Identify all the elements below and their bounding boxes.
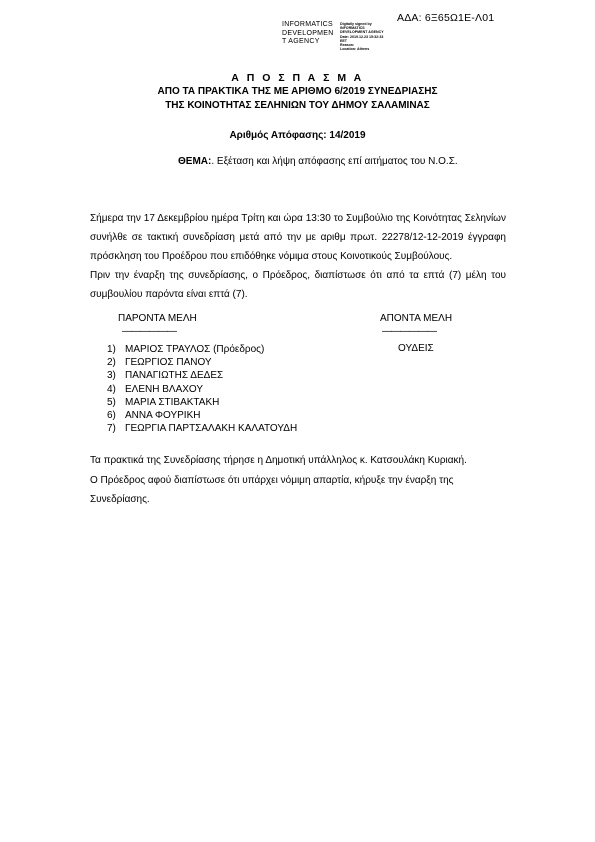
member-number: 5)	[107, 396, 116, 408]
subject-label: ΘΕΜΑ:	[178, 156, 212, 167]
paragraph-minutes-keeper: Τα πρακτικά της Συνεδρίασης τήρησε η Δημοτική υπάλληλος κ. Κατσουλάκη Κυριακή.	[90, 455, 467, 466]
list-item	[107, 343, 297, 356]
member-name: ΜΑΡΙΟΣ ΤΡΑΥΛΟΣ (Πρόεδρος)	[125, 344, 265, 355]
document-subtitle-line2: ΤΗΣ ΚΟΙΝΟΤΗΤΑΣ ΣΕΛΗΝΙΩΝ ΤΟΥ ΔΗΜΟΥ ΣΑΛΑΜΙΝΑΣ	[165, 100, 430, 111]
signature-line: EET	[340, 38, 347, 43]
digital-signature-stamp	[282, 21, 400, 51]
subject-text: . Εξέταση και λήψη απόφασης επί αιτήματος του Ν.Ο.Σ.	[211, 156, 458, 167]
signer-line: T AGENCY	[282, 38, 320, 45]
signer-line: DEVELOPMEN	[282, 29, 334, 37]
member-number: 1)	[107, 344, 116, 355]
signature-line: Reason:	[340, 43, 355, 48]
member-number: 4)	[107, 383, 116, 395]
ada-number: ΑΔΑ: 6Ξ65Ω1Ε-Λ01	[397, 12, 495, 24]
member-number: 2)	[107, 357, 116, 369]
document-title: Α Π Ο Σ Π Α Σ Μ Α	[231, 72, 364, 84]
signature-line: Location: Athens	[340, 47, 370, 52]
subject-line	[178, 156, 458, 167]
signer-name	[282, 21, 340, 51]
list-item	[107, 396, 297, 409]
signature-line: DEVELOPMENT AGENCY	[340, 30, 384, 35]
absent-members-value: ΟΥΔΕΙΣ	[398, 343, 434, 354]
absent-members-underline: ——————	[382, 326, 436, 337]
signer-line: INFORMATICS	[282, 21, 334, 28]
member-name: ΑΝΝΑ ΦΟΥΡΙΚΗ	[125, 410, 201, 422]
list-item	[107, 369, 297, 382]
member-name: ΜΑΡΙΑ ΣΤΙΒΑΚΤΑΚΗ	[125, 396, 220, 408]
member-number: 3)	[107, 370, 116, 382]
member-number: 6)	[107, 410, 116, 422]
decision-number: Αριθμός Απόφασης: 14/2019	[229, 130, 366, 141]
member-name: ΠΑΝΑΓΙΩΤΗΣ ΔΕΔΕΣ	[125, 370, 224, 382]
member-name: ΕΛΕΝΗ ΒΛΑΧΟΥ	[125, 383, 204, 395]
absent-members-heading: ΑΠΟΝΤΑ ΜΕΛΗ	[380, 313, 453, 324]
member-name: ΓΕΩΡΓΙΟΣ ΠΑΝΟΥ	[125, 357, 212, 369]
signature-line: INFORMATICS	[340, 26, 365, 31]
signature-line: Digitally signed by	[340, 22, 372, 26]
present-members-underline: ——————	[122, 326, 176, 337]
list-item	[107, 383, 297, 396]
present-members-heading: ΠΑΡΟΝΤΑ ΜΕΛΗ	[118, 313, 197, 324]
member-name: ΓΕΩΡΓΙΑ ΠΑΡΤΣΑΛΑΚΗ ΚΑΛΑΤΟΥΔΗ	[125, 423, 298, 435]
signature-line: Date: 2019.12.23 15:32:33	[340, 34, 384, 39]
member-number: 7)	[107, 423, 116, 435]
paragraph-quorum: Πριν την έναρξη της συνεδρίασης, ο Πρόεδρος, διαπίστωσε ότι από τα επτά (7) μέλη του συμβουλίου παρόντα είναι επτά (7).	[90, 270, 506, 300]
paragraph-meeting-intro: Σήμερα την 17 Δεκεμβρίου ημέρα Τρίτη και ώρα 13:30 το Συμβούλιο της Κοινότητας Σεληνίων συνήλθε σε τακτική συνεδρίαση μετά από την με αριθμ πρωτ. 22278/12-12-2019 έγγραφη πρόσκληση του Προέδρου που επιδόθηκε νόμιμα στους Κοινοτικούς Συμβούλους.	[90, 213, 506, 262]
list-item	[107, 356, 297, 369]
present-members-list	[107, 343, 297, 435]
list-item	[107, 422, 297, 435]
paragraph-session-start: Ο Πρόεδρος αφού διαπίστωσε ότι υπάρχει νόμιμη απαρτία, κήρυξε την έναρξη της Συνεδρίασης.	[90, 475, 454, 505]
list-item	[107, 409, 297, 422]
signature-details	[340, 22, 400, 51]
document-subtitle-line1: ΑΠΟ ΤΑ ΠΡΑΚΤΙΚΑ ΤΗΣ ΜΕ ΑΡΙΘΜΟ 6/2019 ΣΥΝΕΔΡΙΑΣΗΣ	[157, 86, 438, 97]
